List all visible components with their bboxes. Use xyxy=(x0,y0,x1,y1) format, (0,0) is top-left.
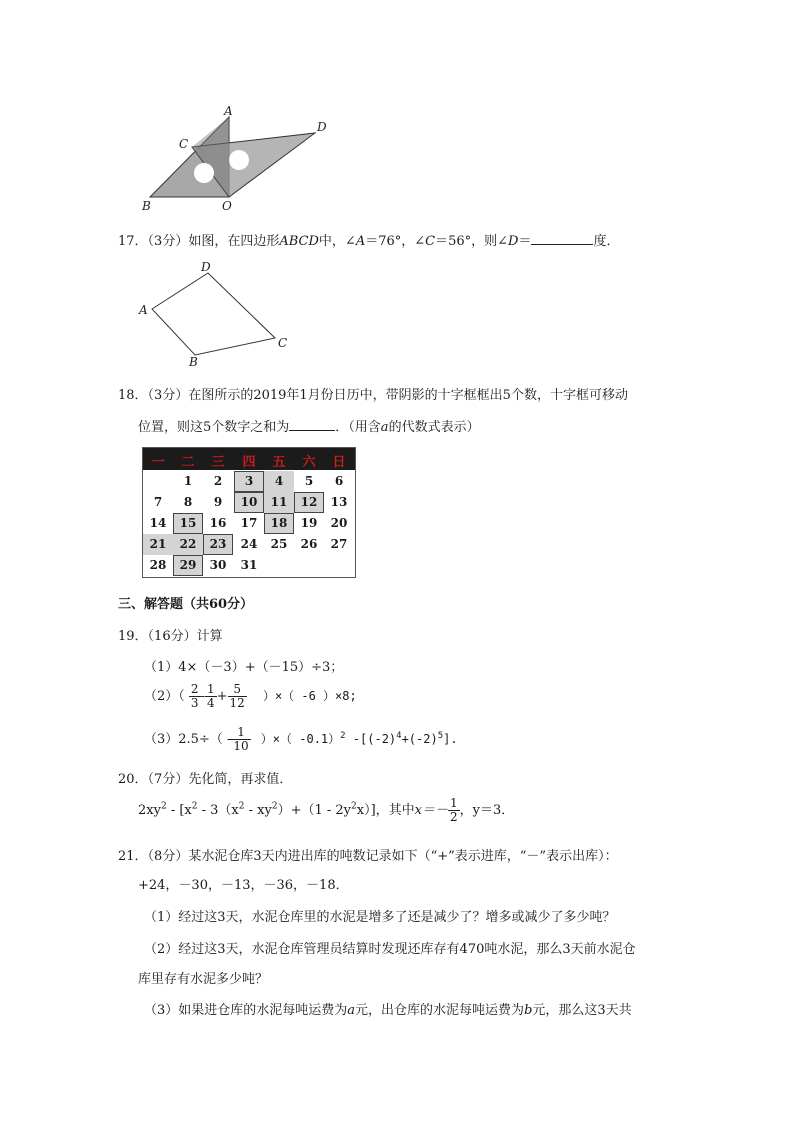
fraction-1-10: $\frac{1}{10}$ xyxy=(233,725,249,753)
q21-line2: +24，－30，－13，－36，－18． xyxy=(138,878,349,893)
q17-text: 17．（3分）如图，在四边形ABCD中，∠A＝76°，∠C＝56°，则∠D＝ 度． xyxy=(118,234,620,249)
calendar-day-5: 5 xyxy=(304,474,314,488)
q21-part3: （3）如果进仓库的水泥每吨运费为a元，出仓库的水泥每吨运费为b元，那么这3天共 xyxy=(144,1003,632,1018)
calendar-day-10: 10 xyxy=(234,492,264,513)
q19-part2: （2）（ $\frac{2}{3}$ - $\frac{1}{4}$ + $\frac{5}{12}$ ）×（ -6 ）×8; xyxy=(144,682,357,710)
calendar-day-27: 27 xyxy=(330,537,348,551)
fraction-2-3: $\frac{2}{3}$ xyxy=(190,682,199,710)
calendar-day-19: 19 xyxy=(300,516,318,530)
answer-blank-q18[interactable] xyxy=(289,418,335,431)
calendar-day-1: 1 xyxy=(183,474,193,488)
weekday-sat: 六 xyxy=(302,455,316,470)
weekday-tue: 二 xyxy=(181,455,195,470)
calendar-day-17: 17 xyxy=(240,516,258,530)
q20-expression: $2xy^2 - [x^2 - 3(x^2 - xy^2)+(1 - 2y^2x)]$，其中x＝－ $\frac{1}{2}$ ，y＝3． xyxy=(138,796,515,824)
q21-part1: （1）经过这3天，水泥仓库里的水泥是增多了还是减少了？增多或减少了多少吨？ xyxy=(144,910,616,925)
calendar-day-26: 26 xyxy=(300,537,318,551)
label-a: A xyxy=(139,303,148,317)
calendar-day-7: 7 xyxy=(153,495,163,509)
calendar-header xyxy=(143,448,355,470)
q21-part2b: 库里存有水泥多少吨？ xyxy=(138,972,269,987)
quadrilateral-figure xyxy=(135,258,295,370)
calendar-day-12: 12 xyxy=(294,492,324,513)
calendar-day-13: 13 xyxy=(330,495,348,509)
calendar-day-3: 3 xyxy=(234,471,264,492)
q21-part2a: （2）经过这3天，水泥仓库管理员结算时发现还库存有470吨水泥，那么3天前水泥仓 xyxy=(144,942,636,957)
q18-line1: 18．（3分）在图所示的2019年1月份日历中，带阴影的十字框框出5个数，十字框可移动 xyxy=(118,388,628,403)
q19-part3: （3）2.5÷（ - $\frac{1}{10}$ ）×（ -0.1）$^2$ $-[(-2)^4+(-2)^5]$. xyxy=(144,725,458,753)
calendar-day-4: 4 xyxy=(264,471,294,492)
calendar-day-28: 28 xyxy=(149,558,167,572)
label-c: C xyxy=(179,137,189,151)
fraction-1-4: $\frac{1}{4}$ xyxy=(206,682,215,710)
calendar-day-18: 18 xyxy=(264,513,294,534)
weekday-mon: 一 xyxy=(151,455,165,470)
label-d: D xyxy=(201,260,211,274)
circle-hole-right xyxy=(229,150,249,170)
section-title: 三、解答题（共60分） xyxy=(118,597,254,612)
calendar-day-2: 2 xyxy=(213,474,223,488)
quadrilateral-abcd xyxy=(152,273,275,355)
calendar-day-16: 16 xyxy=(209,516,227,530)
calendar-day-24: 24 xyxy=(240,537,258,551)
q19-title: 19．（16分）计算 xyxy=(118,629,223,644)
calendar-empty-cell xyxy=(143,471,173,492)
calendar-day-11: 11 xyxy=(264,492,294,513)
calendar-empty-cell xyxy=(324,555,354,576)
calendar-day-14: 14 xyxy=(149,516,167,530)
calendar-day-30: 30 xyxy=(209,558,227,572)
answer-blank-q17[interactable] xyxy=(531,232,593,245)
calendar-day-23: 23 xyxy=(203,534,233,555)
calendar-day-25: 25 xyxy=(270,537,288,551)
label-o: O xyxy=(222,199,232,213)
q20-title: 20．（7分）先化简，再求值． xyxy=(118,772,293,787)
calendar-day-8: 8 xyxy=(183,495,193,509)
calendar-day-6: 6 xyxy=(334,474,344,488)
calendar-day-15: 15 xyxy=(173,513,203,534)
calendar-empty-cell xyxy=(294,555,324,576)
label-c: C xyxy=(278,336,288,350)
q19-part1: （1）4×（－3）+（－15）÷3； xyxy=(144,660,344,675)
calendar-day-21: 21 xyxy=(143,534,173,555)
weekday-sun: 日 xyxy=(332,455,346,470)
calendar-day-29: 29 xyxy=(173,555,203,576)
weekday-wed: 三 xyxy=(211,455,225,470)
q21-line1: 21．（8分）某水泥仓库3天内进出库的吨数记录如下（“+”表示进库，“－”表示出库）： xyxy=(118,849,618,864)
weekday-thu: 四 xyxy=(242,455,256,470)
calendar-day-31: 31 xyxy=(240,558,258,572)
triangle-figure xyxy=(130,100,340,215)
calendar-january-2019 xyxy=(142,447,356,578)
label-a: A xyxy=(224,104,233,118)
calendar-day-20: 20 xyxy=(330,516,348,530)
label-b: B xyxy=(142,199,151,213)
weekday-fri: 五 xyxy=(272,455,286,470)
calendar-day-9: 9 xyxy=(213,495,223,509)
q18-line2: 位置，则这5个数字之和为 ．（用含a的代数式表示） xyxy=(138,420,480,435)
label-d: D xyxy=(317,120,327,134)
label-b: B xyxy=(189,355,198,369)
fraction-1-2: $\frac{1}{2}$ xyxy=(449,796,458,824)
circle-hole-left xyxy=(194,163,214,183)
calendar-empty-cell xyxy=(264,555,294,576)
calendar-day-22: 22 xyxy=(173,534,203,555)
fraction-5-12: $\frac{5}{12}$ xyxy=(229,682,245,710)
